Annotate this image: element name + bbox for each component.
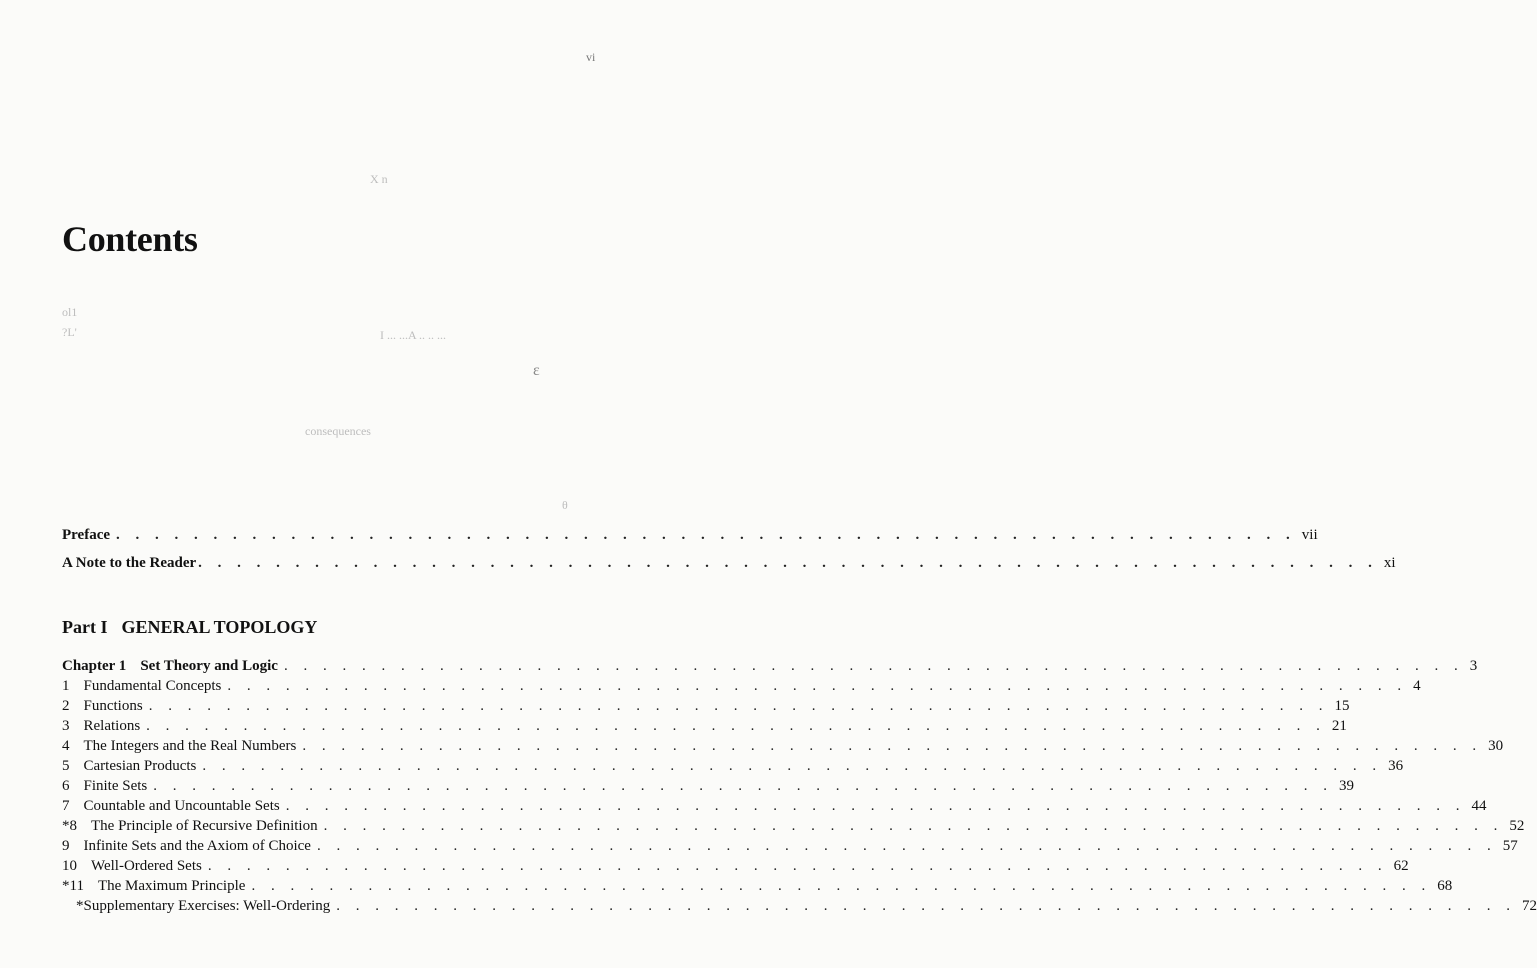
toc-entry-section[interactable] (62, 856, 1409, 876)
toc-page-number: 62 (1393, 858, 1409, 874)
section-number: 10 (62, 858, 77, 874)
toc-entry-section[interactable] (62, 796, 1487, 816)
bleed-through-mark: ol1 (62, 305, 78, 319)
section-number: 9 (62, 838, 70, 854)
section-title: *Supplementary Exercises: Well-Ordering (76, 898, 331, 914)
dot-leader: . . . . . . . . . . . . . . . . . . . . . . . . . . . . . . . . . . . . . . . . . . . . . . . . . . . . . . . . . . . . . (251, 878, 1432, 894)
dot-leader: . . . . . . . . . . . . . . . . . . . . . . . . . . . . . . . . . . . . . . . . . . . . . . . . . . . . . . . . . . . . . (323, 818, 1504, 834)
toc-entry-section[interactable] (62, 756, 1404, 776)
toc-page-number: 3 (1469, 658, 1478, 674)
section-title: Functions (83, 698, 143, 714)
dot-leader: . . . . . . . . . . . . . . . . . . . . . . . . . . . . . . . . . . . . . . . . . . . . . . . . . . . . . . . . . . . . . (207, 858, 1388, 874)
dot-leader: . . . . . . . . . . . . . . . . . . . . . . . . . . . . . . . . . . . . . . . . . . . . . . . . . . . . . . . . . . . . . (153, 778, 1334, 794)
toc-page-number: 72 (1522, 898, 1537, 914)
toc-entry-section[interactable] (62, 776, 1355, 796)
dot-leader: . . . . . . . . . . . . . . . . . . . . . . . . . . . . . . . . . . . . . . . . . . . . . . . . . . . . . . . . . . . . . (202, 758, 1383, 774)
dot-leader: . . . . . . . . . . . . . . . . . . . . . . . . . . . . . . . . . . . . . . . . . . . . . . . . . . . . . . . . . . . . . (285, 798, 1466, 814)
toc-page-number: 21 (1331, 718, 1347, 734)
toc-entry-supplementary-exercises[interactable] (76, 896, 1537, 916)
toc-entry-section[interactable] (62, 876, 1453, 896)
dot-leader: . . . . . . . . . . . . . . . . . . . . . . . . . . . . . . . . . . . . . . . . . . . . . . . . . . . . . . . . . . . . . (283, 658, 1464, 674)
part-number: Part I (62, 617, 108, 637)
toc-page-number: xi (1383, 555, 1396, 571)
section-title: Cartesian Products (83, 758, 197, 774)
toc-entry-section[interactable] (62, 836, 1518, 856)
toc-page-number: 4 (1413, 678, 1421, 694)
section-title: The Maximum Principle (97, 878, 246, 894)
toc-entry-section[interactable] (62, 816, 1525, 836)
bleed-through-mark: θ (562, 498, 568, 512)
toc-page-number: 39 (1339, 778, 1355, 794)
toc-page-number: 57 (1502, 838, 1518, 854)
toc-page-number: 36 (1388, 758, 1404, 774)
section-title: Countable and Uncountable Sets (83, 798, 280, 814)
section-number: 4 (62, 738, 70, 754)
dot-leader: . . . . . . . . . . . . . . . . . . . . . . . . . . . . . . . . . . . . . . . . . . . . . . . . . . . . . . . . . . . . . (302, 738, 1483, 754)
dot-leader: . . . . . . . . . . . . . . . . . . . . . . . . . . . . . . . . . . . . . . . . . . . . . . . . . . . . . . . . . . . . . (316, 838, 1497, 854)
toc-entry-section[interactable] (62, 696, 1350, 716)
section-title: Relations (83, 718, 141, 734)
toc-entry-section[interactable] (62, 736, 1504, 756)
section-title: Infinite Sets and the Axiom of Choice (83, 838, 311, 854)
chapter-label: Chapter 1 (62, 658, 127, 674)
toc-page-number: 52 (1509, 818, 1525, 834)
section-title: The Principle of Recursive Definition (91, 818, 318, 834)
toc-entry-note-to-reader[interactable] (62, 553, 1396, 573)
toc-entry-section[interactable] (62, 676, 1421, 696)
toc-entry-preface[interactable] (62, 525, 1318, 545)
section-number: *8 (62, 818, 77, 834)
toc-entry-chapter-1[interactable] (62, 656, 1478, 676)
section-title: Well-Ordered Sets (91, 858, 202, 874)
bleed-through-mark: consequences (305, 424, 371, 438)
bleed-through-mark: ε (533, 362, 540, 379)
section-number: *11 (62, 878, 84, 894)
bleed-through-mark: ?L' (62, 325, 77, 339)
toc-page-number: 68 (1437, 878, 1453, 894)
part-name: GENERAL TOPOLOGY (121, 617, 318, 637)
toc-page-number: 30 (1488, 738, 1504, 754)
part-heading (62, 617, 317, 638)
section-title: Finite Sets (83, 778, 148, 794)
dot-leader: . . . . . . . . . . . . . . . . . . . . . . . . . . . . . . . . . . . . . . . . . . . . . . . . . . . . . . . . . . . . . (336, 898, 1517, 914)
section-title: Fundamental Concepts (83, 678, 222, 694)
page-number: vi (586, 50, 596, 64)
bleed-through-mark: I ... ...A .. .. ... (380, 328, 446, 342)
section-number: 2 (62, 698, 70, 714)
dot-leader: . . . . . . . . . . . . . . . . . . . . . . . . . . . . . . . . . . . . . . . . . . . . . . . . . . . . . . . . . . . . . (227, 678, 1408, 694)
page-title: Contents (62, 219, 198, 259)
dot-leader: . . . . . . . . . . . . . . . . . . . . . . . . . . . . . . . . . . . . . . . . . . . . . . . . . . . . . . . . . . . . . (146, 718, 1326, 734)
dot-leader: . . . . . . . . . . . . . . . . . . . . . . . . . . . . . . . . . . . . . . . . . . . . . . . . . . . . . . . . . . . . . (116, 527, 1296, 543)
toc-page-number: 15 (1334, 698, 1350, 714)
section-number: 5 (62, 758, 70, 774)
chapter-title: Set Theory and Logic (140, 658, 278, 674)
section-number: 6 (62, 778, 70, 794)
section-number: 3 (62, 718, 70, 734)
section-title: The Integers and the Real Numbers (83, 738, 297, 754)
dot-leader: . . . . . . . . . . . . . . . . . . . . . . . . . . . . . . . . . . . . . . . . . . . . . . . . . . . . . . . . . . . . . (198, 555, 1378, 571)
bleed-through-mark: X n (370, 172, 388, 186)
toc-page-number: 44 (1471, 798, 1487, 814)
toc-entry-section[interactable] (62, 716, 1347, 736)
section-number: 7 (62, 798, 70, 814)
dot-leader: . . . . . . . . . . . . . . . . . . . . . . . . . . . . . . . . . . . . . . . . . . . . . . . . . . . . . . . . . . . . . (148, 698, 1329, 714)
toc-entry-label: A Note to the Reader (62, 555, 197, 571)
toc-entry-label: Preface (62, 527, 111, 543)
toc-page-number: vii (1301, 527, 1318, 543)
section-number: 1 (62, 678, 70, 694)
